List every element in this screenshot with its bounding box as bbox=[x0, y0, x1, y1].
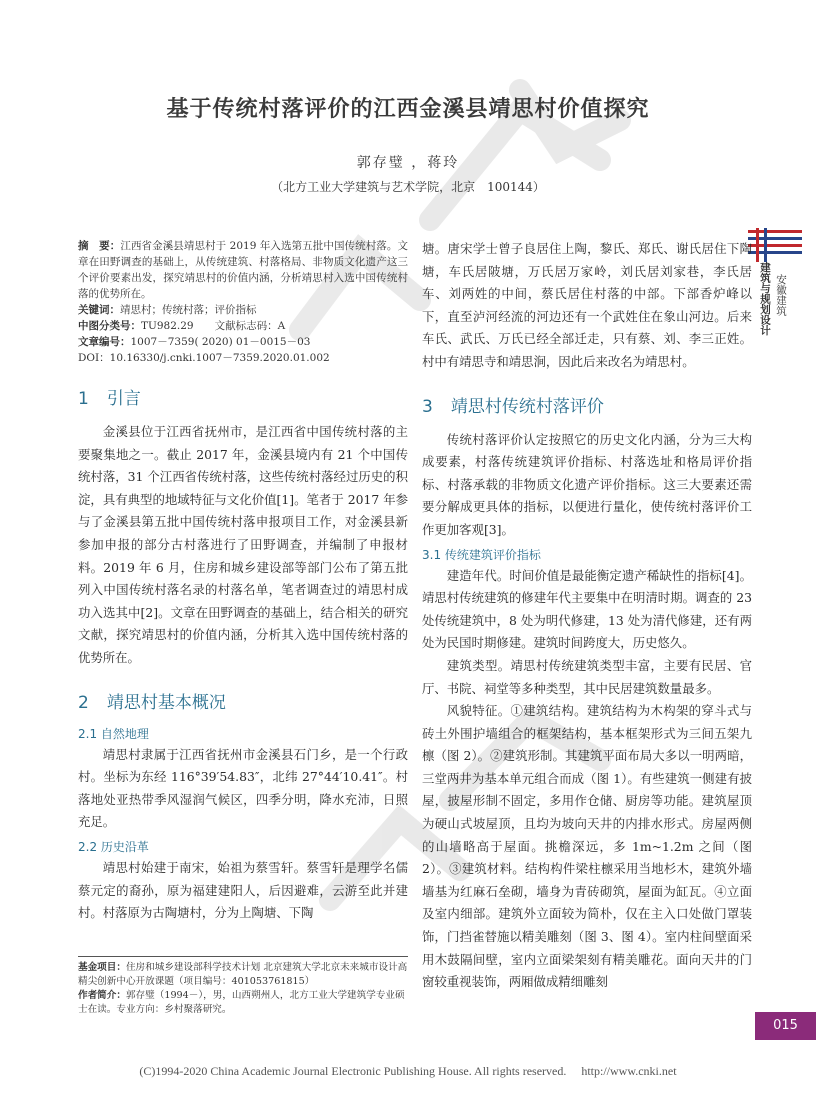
side-label-journal: 安徽建筑 bbox=[775, 274, 787, 316]
authors: 郭存璧 ，蒋玲 bbox=[356, 155, 460, 171]
subsection-heading-3-1: 3.1 传统建筑评价指标 bbox=[422, 547, 541, 562]
section-number: 2 bbox=[78, 692, 89, 713]
author-bio-label: 作者简介： bbox=[78, 990, 126, 1001]
keywords-text: 靖思村；传统村落；评价指标 bbox=[120, 304, 257, 316]
paragraph: 建造年代。时间价值是最能衡定遗产稀缺性的指标[4]。靖思村传统建筑的修建年代主要集中在明清时期。调查的 23 处传统建筑中，8 处为明代修建，13 处为清代修建，还有两处为民国时期修建。建筑时间跨度大，历史悠久。 bbox=[422, 567, 752, 651]
section-heading-3 bbox=[422, 392, 752, 417]
section-number: 3 bbox=[422, 396, 433, 417]
section-title: 靖思村传统村落评价 bbox=[450, 396, 604, 417]
paragraph: 金溪县位于江西省抚州市，是江西省中国传统村落的主要聚集地之一。截止 2017 年，金溪县境内有 21 个中国传统村落，31 个江西省传统村落，这些传统村落经过历史的积淀，具有典型的地域特征与文化价值[1]。笔者于 2017 年参与了金溪县第五批中国传统村落申报项目工作，对金溪县新参加申报的部分古村落进行了田野调查，并编制了申报材料。2019 年 6 月，住房和城乡建设部等部门公布了第五批列入中国传统村落名录的村落名单，笔者调查过的靖思村成功入选其中[2]。文章在田野调查的基础上，结合相关的研究文献，探究靖思村的价值内涵，分析其入选中国传统村落的优势所在。 bbox=[78, 424, 408, 665]
fund-label: 基金项目： bbox=[78, 962, 126, 973]
left-column bbox=[78, 238, 408, 925]
clc-text: TU982.29 文献标志码：A bbox=[141, 320, 286, 332]
journal-section-label bbox=[756, 262, 790, 402]
fund-text: 住房和城乡建设部科学技术计划 北京建筑大学北京未来城市设计高精尖创新中心开放课题（项目编号：401053761815） bbox=[78, 962, 408, 987]
abstract-text: 江西省金溪县靖思村于 2019 年入选第五批中国传统村落。文章在田野调查的基础上，从传统建筑、村落格局、非物质文化遗产这三个评价要素出发，探究靖思村的价值内涵，分析靖思村入选中国传统村落的优势所在。 bbox=[78, 240, 408, 300]
keywords-label: 关键词： bbox=[78, 304, 120, 316]
section-title: 引言 bbox=[106, 389, 141, 409]
side-label-section: 建筑与规划设计 bbox=[759, 262, 771, 336]
paragraph: 靖思村隶属于江西省抚州市金溪县石门乡，是一个行政村。坐标为东经 116°39′54.83″，北纬 27°44′10.41″。村落地处亚热带季风湿润气候区，四季分明，降水充沛，日照充足。 bbox=[78, 746, 408, 830]
subsection-heading-2-2: 2.2 历史沿革 bbox=[78, 839, 149, 854]
paragraph: 靖思村始建于南宋，始祖为蔡雪轩。蔡雪轩是理学名儒蔡元定的裔孙，原为福建建阳人，后因避难，云游至此并建村。村落原为古陶塘村，分为上陶塘、下陶 bbox=[78, 859, 408, 921]
footnote bbox=[78, 956, 408, 1017]
abstract-label: 摘 要： bbox=[78, 240, 121, 252]
page-number: 015 bbox=[755, 1012, 816, 1040]
abstract-block bbox=[78, 238, 408, 366]
clc-label: 中图分类号： bbox=[78, 320, 141, 332]
subsection-heading-2-1: 2.1 自然地理 bbox=[78, 726, 149, 741]
section-heading-1 bbox=[78, 384, 408, 409]
paragraph: 传统村落评价认定按照它的历史文化内涵，分为三大构成要素，村落传统建筑评价指标、村落选址和格局评价指标、村落承载的非物质文化遗产评价指标。这三大要素还需要分解成更具体的指标，以便进行量化，使传统村落评价工作更加客观[3]。 bbox=[422, 431, 752, 537]
article-no-label: 文章编号： bbox=[78, 336, 131, 348]
author-bio-text: 郭存璧（1994－），男，山西朔州人，北方工业大学建筑学专业硕士在读。专业方向：乡村聚落研究。 bbox=[78, 990, 405, 1015]
paragraph: 塘。唐宋学士曾子良居住上陶，黎氏、郑氏、谢氏居住下陶塘，车氏居陂塘，万氏居万家岭，刘氏居刘家巷，李氏居车、刘两姓的中间，蔡氏居住村落的中部。下部香炉峰以下，直至泸河经流的河边还有一个武姓住在象山河边。后来车氏、武氏、万氏已经全部迁走，只有蔡、刘、李三正姓。村中有靖思寺和靖思涧，因此后来改名为靖思村。 bbox=[422, 241, 752, 369]
article-no-text: 1007－7359( 2020) 01－0015－03 bbox=[130, 336, 311, 348]
paragraph: 建筑类型。靖思村传统建筑类型丰富，主要有民居、官厅、书院、祠堂等多种类型，其中民居建筑数量最多。 bbox=[422, 657, 752, 696]
section-number: 1 bbox=[78, 389, 89, 409]
doi-text: DOI：10.16330/j.cnki.1007－7359.2020.01.002 bbox=[78, 352, 330, 364]
affiliation: （北方工业大学建筑与艺术学院，北京 100144） bbox=[271, 180, 545, 194]
right-column bbox=[422, 238, 752, 994]
paragraph: 风貌特征。①建筑结构。建筑结构为木构架的穿斗式与砖土外围护墙组合的框架结构，基本框架形式为三间五架九檩（图 2）。②建筑形制。其建筑平面布局大多以一明两暗，三堂两井为基本单元组合而成（图 1）。有些建筑一侧建有披屋，披屋形制不固定，多用作仓储、厨房等功能。建筑屋顶为硬山式坡屋顶，且均为坡向天井的内排水形式。房屋两侧的山墙略高于屋面。挑檐深远，多 1m~1.2m 之间（图 2）。③建筑材料。结构构件梁柱檩采用当地杉木，建筑外墙墙基为红麻石垒砌，墙身为青砖砌筑，屋面为缸瓦。④立面及室内细部。建筑外立面较为简朴，仅在主入口处做门罩装饰，门挡雀替施以精美雕刻（图 3、图 4）。室内柱间壁面采用木鼓隔间壁，室内立面梁架刻有精美雕花。面向天井的门窗较重视装饰，两厢做成精细雕刻 bbox=[422, 703, 752, 990]
section-heading-2 bbox=[78, 688, 408, 713]
section-stripes-icon bbox=[748, 228, 802, 262]
section-title: 靖思村基本概况 bbox=[106, 692, 226, 713]
copyright-line: (C)1994-2020 China Academic Journal Electronic Publishing House. All rights reserved. http://www.cnki.net bbox=[139, 1064, 677, 1078]
paper-title: 基于传统村落评价的江西金溪县靖思村价值探究 bbox=[166, 97, 650, 122]
